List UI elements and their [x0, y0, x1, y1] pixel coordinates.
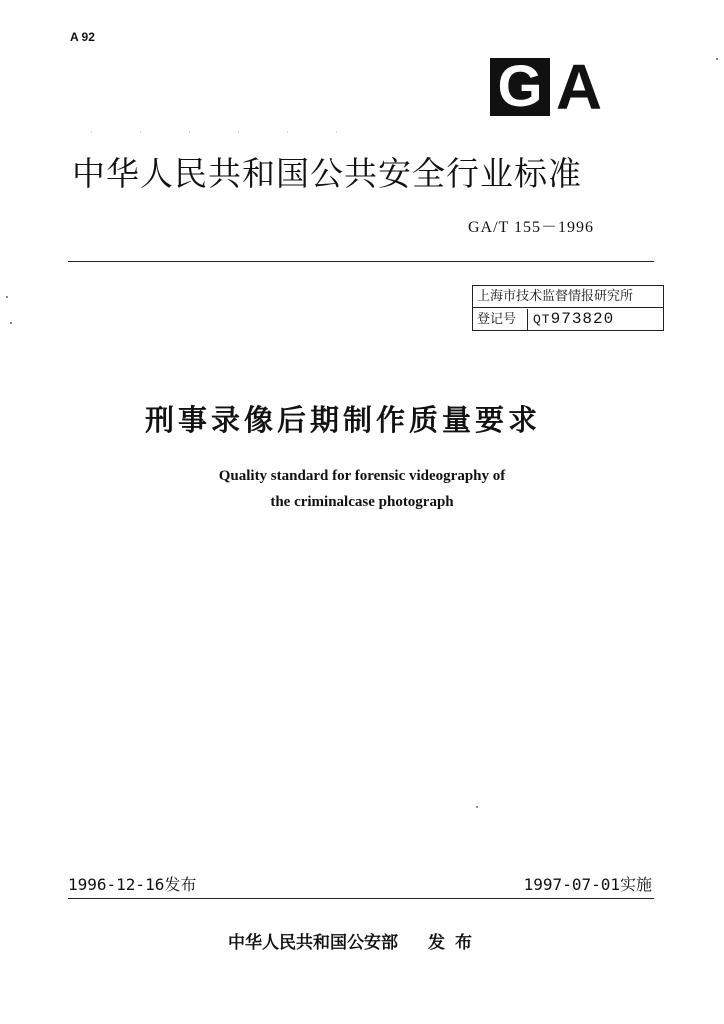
document-title-chinese: 刑事录像后期制作质量要求: [145, 403, 542, 437]
header-divider: [68, 261, 654, 262]
industry-standard-title: 中华人民共和国公共安全行业标准: [72, 154, 582, 193]
scan-speck: [476, 806, 478, 808]
stamp-code-number: 973820: [550, 310, 615, 328]
logo-letter-g: G: [490, 58, 550, 116]
effective-date-label: 实施: [619, 875, 652, 894]
issuer-action-1: 发: [428, 933, 445, 953]
date-row: [68, 872, 654, 899]
stamp-code: [533, 309, 614, 330]
stamp-registration-row: [473, 309, 663, 330]
issuer-name: 中华人民共和国公安部: [228, 933, 398, 953]
stamp-code-prefix: QT: [533, 312, 551, 327]
issuer: [228, 928, 472, 953]
decorative-dots: · · · · · ·: [90, 128, 360, 137]
effective-date-value: 1997-07-01: [523, 875, 620, 894]
scan-speck: [716, 58, 718, 60]
effective-date: [524, 872, 652, 895]
scan-speck: [6, 296, 8, 298]
issue-date-label: 发布: [164, 875, 197, 894]
issue-date: [68, 872, 196, 895]
stamp-institution: 上海市技术监督情报研究所: [473, 286, 663, 308]
stamp-label: 登记号: [477, 309, 528, 330]
scan-speck: [10, 322, 12, 324]
issue-date-value: 1996-12-16: [68, 875, 165, 894]
title-english-line-2: the criminalcase photograph: [270, 494, 454, 510]
standard-number: GA/T 155－1996: [468, 219, 595, 236]
logo-letter-a: A: [555, 51, 603, 123]
registration-stamp: [472, 285, 664, 331]
page-code: A 92: [70, 30, 95, 44]
issuer-action-2: 布: [455, 933, 472, 953]
title-english-line-1: Quality standard for forensic videography of: [218, 468, 506, 484]
ga-logo: [490, 51, 608, 123]
document-title-english: [90, 463, 634, 515]
